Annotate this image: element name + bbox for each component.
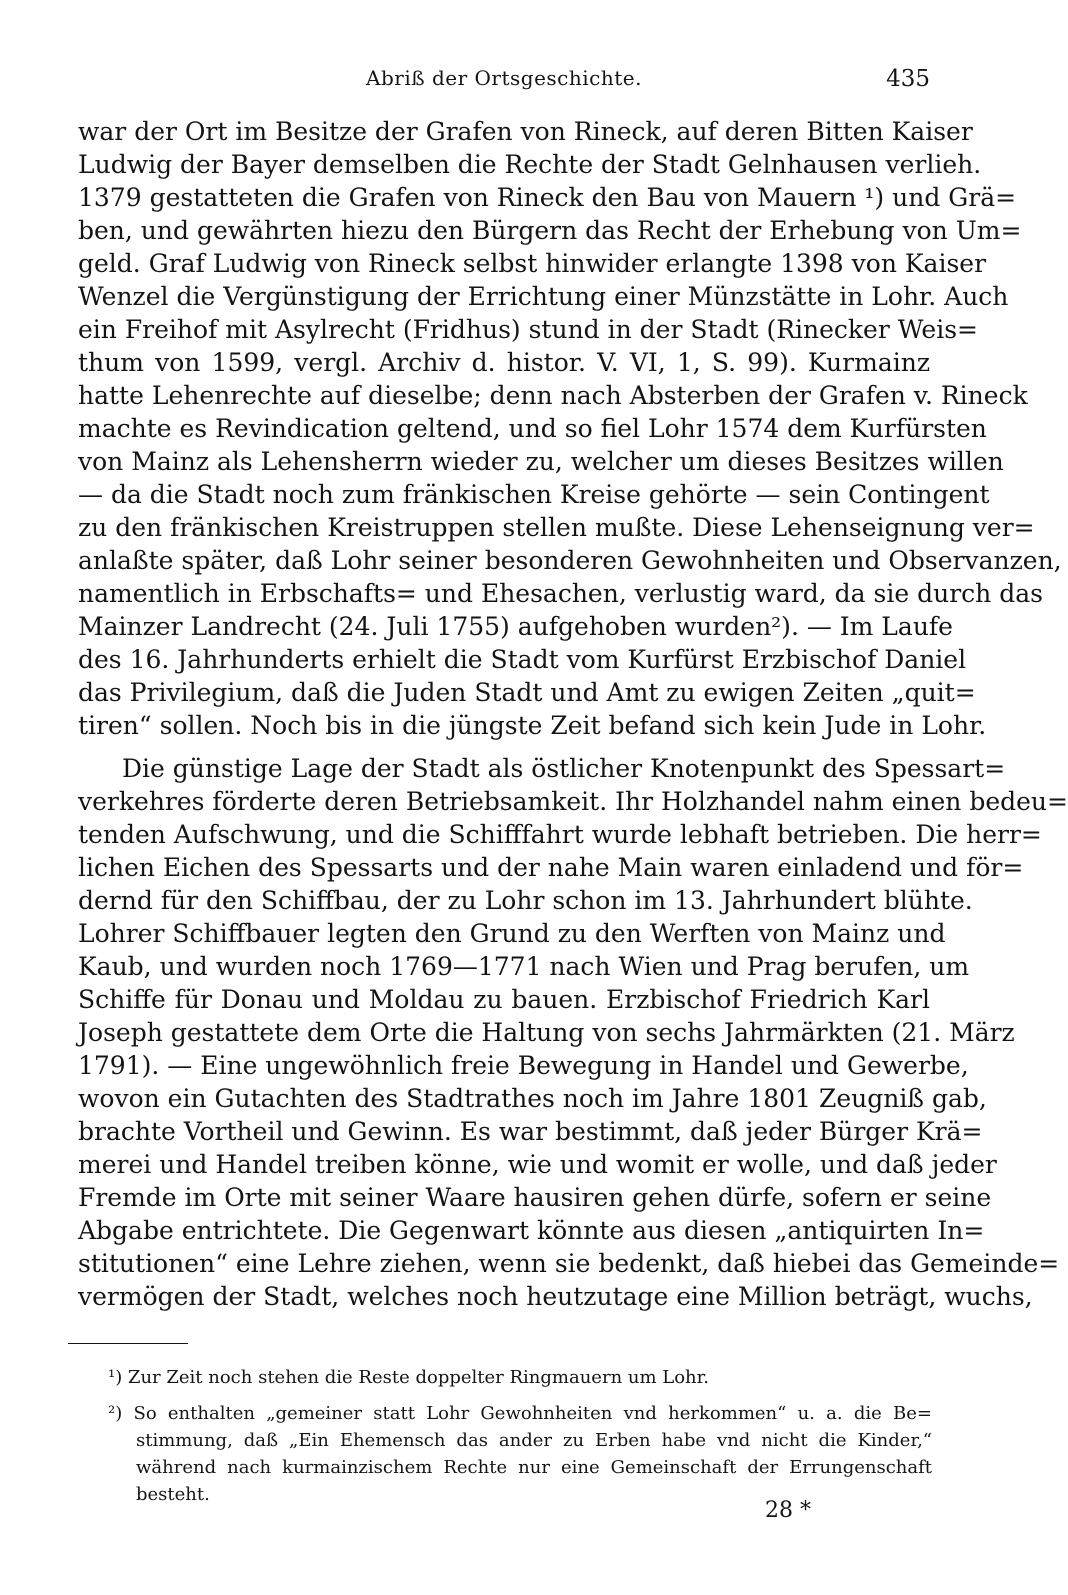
text-line: war der Ort im Besitze der Grafen von Rineck, auf deren Bitten Kaiser [78,117,973,146]
footnote-2-continuation: besteht. [136,1484,210,1505]
text-line: namentlich in Erbschafts= und Ehesachen, verlustig ward, da sie durch das [78,579,1043,608]
text-line: anlaßte später, daß Lohr seiner besonderen Gewohnheiten und Observanzen, [78,546,1062,575]
text-line: geld. Graf Ludwig von Rineck selbst hinwider erlangte 1398 von Kaiser [78,249,987,278]
text-line: brachte Vortheil und Gewinn. Es war bestimmt, daß jeder Bürger Krä= [78,1117,983,1146]
text-line: machte es Revindication geltend, und so fiel Lohr 1574 dem Kurfürsten [78,414,987,443]
text-line: tiren“ sollen. Noch bis in die jüngste Zeit befand sich kein Jude in Lohr. [78,711,987,740]
text-line: — da die Stadt noch zum fränkischen Kreise gehörte — sein Contingent [78,480,990,509]
footnote-2: ²) So enthalten „gemeiner statt Lohr Gewohnheiten vnd herkommen“ u. a. die Be= [108,1403,932,1424]
text-line: Joseph gestattete dem Orte die Haltung von sechs Jahrmärkten (21. März [78,1018,1015,1047]
text-line: Fremde im Orte mit seiner Waare hausiren gehen dürfe, sofern er seine [78,1183,992,1212]
text-line: dernd für den Schiffbau, der zu Lohr schon im 13. Jahrhundert blühte. [78,886,973,915]
page-number: 435 [886,66,930,92]
text-line: ben, und gewährten hiezu den Bürgern das Recht der Erhebung von Um= [78,216,1022,245]
text-line: Kaub, und wurden noch 1769—1771 nach Wien und Prag berufen, um [78,952,970,981]
text-line: 1791). — Eine ungewöhnlich freie Bewegung in Handel und Gewerbe, [78,1051,969,1080]
text-line: Wenzel die Vergünstigung der Errichtung einer Münzstätte in Lohr. Auch [78,282,1009,311]
running-title: Abriß der Ortsgeschichte. [366,66,642,90]
text-line: zu den fränkischen Kreistruppen stellen mußte. Diese Lehenseignung ver= [78,513,1035,542]
text-line: des 16. Jahrhunderts erhielt die Stadt vom Kurfürst Erzbischof Daniel [78,645,967,674]
text-line: Abgabe entrichtete. Die Gegenwart könnte aus diesen „antiquirten In= [78,1216,985,1245]
text-line: Schiffe für Donau und Moldau zu bauen. Erzbischof Friedrich Karl [78,985,930,1014]
paragraph-first-line: Die günstige Lage der Stadt als östlicher Knotenpunkt des Spessart= [122,754,1006,783]
text-line: merei und Handel treiben könne, wie und womit er wolle, und daß jeder [78,1150,997,1179]
text-line: stitutionen“ eine Lehre ziehen, wenn sie bedenkt, daß hiebei das Gemeinde= [78,1249,1060,1278]
text-line: vermögen der Stadt, welches noch heutzutage eine Million beträgt, wuchs, [78,1282,1033,1311]
footnote-1: ¹) Zur Zeit noch stehen die Reste doppelter Ringmauern um Lohr. [108,1367,709,1388]
text-line: wovon ein Gutachten des Stadtrathes noch im Jahre 1801 Zeugniß gab, [78,1084,987,1113]
text-line: ein Freihof mit Asylrecht (Fridhus) stund in der Stadt (Rinecker Weis= [78,315,978,344]
text-line: thum von 1599, vergl. Archiv d. histor. V. VI, 1, S. 99). Kurmainz [78,348,930,377]
footnote-2-continuation: stimmung, daß „Ein Ehemensch das ander zu Erben habe vnd nicht die Kinder,“ [136,1430,932,1451]
signature-mark: 28 * [765,1498,811,1523]
text-line: tenden Aufschwung, und die Schifffahrt wurde lebhaft betrieben. Die herr= [78,820,1042,849]
text-line: von Mainz als Lehensherrn wieder zu, welcher um dieses Besitzes willen [78,447,1004,476]
text-line: verkehres förderte deren Betriebsamkeit. Ihr Holzhandel nahm einen bedeu= [78,787,1068,816]
text-line: lichen Eichen des Spessarts und der nahe Main waren einladend und för= [78,853,1024,882]
text-line: Lohrer Schiffbauer legten den Grund zu den Werften von Mainz und [78,919,946,948]
text-line: Mainzer Landrecht (24. Juli 1755) aufgehoben wurden²). — Im Laufe [78,612,953,641]
text-line: hatte Lehenrechte auf dieselbe; denn nach Absterben der Grafen v. Rineck [78,381,1028,410]
running-head [78,66,930,96]
text-line: das Privilegium, daß die Juden Stadt und Amt zu ewigen Zeiten „quit= [78,678,976,707]
footnote-2-continuation: während nach kurmainzischem Rechte nur eine Gemeinschaft der Errungenschaft [136,1457,932,1478]
footnote-divider [68,1343,188,1344]
text-line: 1379 gestatteten die Grafen von Rineck den Bau von Mauern ¹) und Grä= [78,183,1017,212]
text-line: Ludwig der Bayer demselben die Rechte der Stadt Gelnhausen verlieh. [78,150,982,179]
